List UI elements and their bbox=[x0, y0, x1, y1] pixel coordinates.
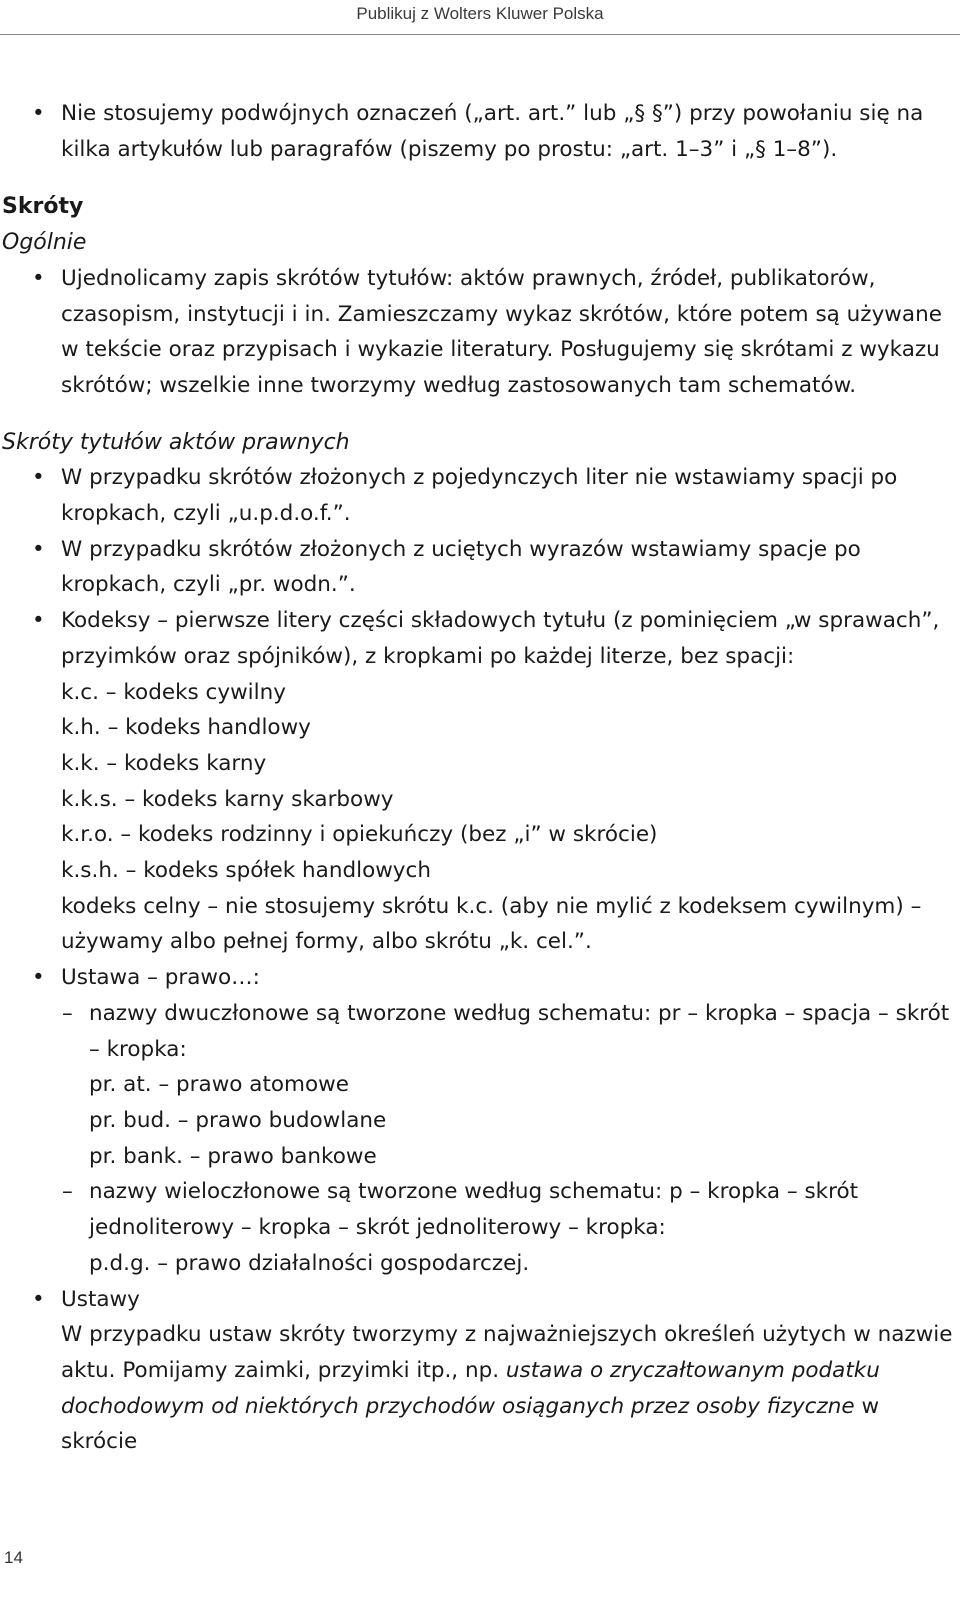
statutes-text-end: w skrócie bbox=[61, 1393, 880, 1455]
statutes-example-title: ustawa o zryczałtowanym podatku dochodowym od niektórych przychodów osiąganych przez osoby fizyczne bbox=[61, 1357, 880, 1419]
code-abbreviation-item: k.h. – kodeks handlowy bbox=[61, 715, 311, 741]
statutes-text-start: W przypadku ustaw skróty tworzymy z najważniejszych określeń użytych w nazwie aktu. Pomijamy zaimki, przyimki itp., np. bbox=[61, 1322, 953, 1383]
customs-code-note: kodeks celny – nie stosujemy skrótu k.c. (aby nie mylić z kodeksem cywilnym) – używamy albo pełnej formy, albo skrótu „k. cel.”. bbox=[61, 893, 922, 955]
page-number: 14 bbox=[4, 1548, 23, 1567]
code-abbreviation-item: k.r.o. – kodeks rodzinny i opiekuńczy (bez „i” w skrócie) bbox=[61, 822, 658, 848]
general-bullet: • Ujednolicamy zapis skrótów tytułów: aktów prawnych, źródeł, publikatorów, czasopism, instytucji i in. Zamieszczamy wykaz skrótów, które potem są używane w tekście oraz przypisach i wykazie literatury. Posługujemy się skrótami z wykazu skrótów; wszelkie inne tworzymy według zastosowanych tam schematów. bbox=[0, 261, 958, 404]
multi-part-example: p.d.g. – prawo działalności gospodarczej. bbox=[89, 1250, 530, 1276]
subsection-acts-heading: Skróty tytułów aktów prawnych bbox=[2, 429, 350, 455]
code-abbreviation-item: k.c. – kodeks cywilny bbox=[61, 679, 286, 705]
code-abbreviation-item: k.k.s. – kodeks karny skarbowy bbox=[61, 786, 394, 812]
subsection-general-heading: Ogólnie bbox=[2, 230, 87, 256]
intro-bullet: • Nie stosujemy podwójnych oznaczeń („art. art.” lub „§ §”) przy powołaniu się na kilka artykułów lub paragrafów (piszemy po prostu: „art. 1–3” i „§ 1–8”). bbox=[0, 96, 958, 167]
running-header: Publikuj z Wolters Kluwer Polska bbox=[356, 4, 604, 23]
statutes-paragraph bbox=[0, 1317, 958, 1460]
two-part-example: pr. at. – prawo atomowe bbox=[89, 1072, 349, 1098]
two-part-example: pr. bank. – prawo bankowe bbox=[89, 1143, 377, 1169]
page-body bbox=[0, 96, 958, 1460]
statutes-bullet: • Ustawy bbox=[0, 1282, 958, 1318]
two-part-example: pr. bud. – prawo budowlane bbox=[89, 1107, 387, 1133]
acts-bullet-single-letters: • W przypadku skrótów złożonych z pojedynczych liter nie wstawiamy spacji po kropkach, czyli „u.p.d.o.f.”. bbox=[0, 460, 958, 531]
acts-bullet-cut-words: • W przypadku skrótów złożonych z uciętych wyrazów wstawiamy spacje po kropkach, czyli „pr. wodn.”. bbox=[0, 532, 958, 603]
codes-bullet: • Kodeksy – pierwsze litery części składowych tytułu (z pominięciem „w sprawach”, przyimków oraz spójników), z kropkami po każdej literze, bez spacji: bbox=[0, 603, 958, 674]
two-part-rule: – nazwy dwuczłonowe są tworzone według schematu: pr – kropka – spacja – skrót – kropka: bbox=[0, 996, 958, 1067]
multi-part-rule: – nazwy wieloczłonowe są tworzone według schematu: p – kropka – skrót jednoliterowy – kropka – skrót jednoliterowy – kropka: bbox=[0, 1174, 958, 1245]
section-title: Skróty bbox=[2, 194, 84, 220]
header-divider bbox=[0, 34, 960, 35]
law-bullet: • Ustawa – prawo…: bbox=[0, 960, 958, 996]
code-abbreviation-item: k.s.h. – kodeks spółek handlowych bbox=[61, 858, 431, 884]
code-abbreviation-item: k.k. – kodeks karny bbox=[61, 750, 267, 776]
